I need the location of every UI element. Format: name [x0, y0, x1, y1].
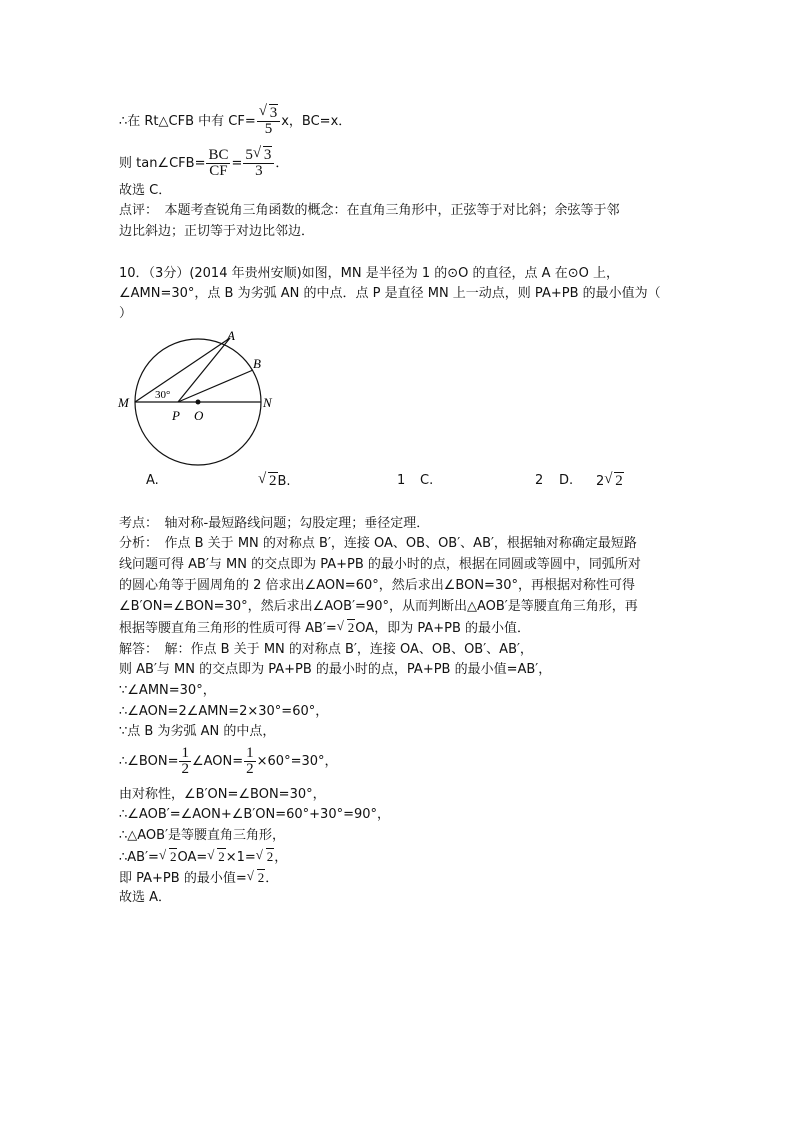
prev-cf-frac-num: 3	[269, 105, 278, 121]
option-d-rad: 2	[615, 473, 623, 489]
option-d-coef: 2	[596, 474, 605, 489]
prev-tan-end: ．	[275, 156, 289, 171]
solution-11-b: ．	[265, 871, 279, 886]
solution-10-d: ，	[274, 850, 288, 865]
prev-tan-frac2-den: 3	[255, 163, 263, 179]
option-a-value	[258, 472, 291, 491]
prev-tan-frac2-rad: 3	[263, 147, 272, 163]
solution-6-frac1	[179, 746, 191, 777]
label-p: P	[172, 408, 180, 423]
angle-label: 30°	[155, 389, 171, 401]
analysis-5	[119, 619, 530, 638]
segment-pb	[178, 370, 253, 402]
solution-10-a: ∴AB′=	[119, 850, 159, 865]
solution-2: 则 AB′与 MN 的交点即为 PA+PB 的最小时的点，PA+PB 的最小值=AB′，	[119, 662, 552, 677]
solution-6-frac1-den: 2	[181, 761, 189, 777]
solution-3: ∵∠AMN=30°，	[119, 683, 216, 698]
prev-cf-frac-den: 5	[264, 121, 273, 137]
analysis-5-b: OA，即为 PA+PB 的最小值．	[355, 621, 531, 636]
analysis-4: ∠B′ON=∠BON=30°，然后求出∠AOB′=90°，从而判断出△AOB′是等腰直角三角形，再	[119, 599, 638, 614]
solution-10-rad2: 2	[218, 849, 225, 864]
prev-tan-line	[119, 148, 288, 179]
analysis-5-a: 根据等腰直角三角形的性质可得 AB′=	[119, 621, 337, 636]
prev-cf-line	[119, 106, 351, 137]
segment-pa	[178, 338, 230, 402]
label-n: N	[263, 395, 272, 410]
prev-tan-frac1-num: BC	[208, 147, 229, 163]
q10-line-1: 10．（3分）(2014 年贵州安顺)如图，MN 是半径为 1 的⊙O 的直径，点 A 在⊙O 上，	[119, 266, 619, 281]
prev-tan-frac2-coef: 5	[245, 147, 253, 163]
solution-10-rad1: 2	[169, 849, 177, 864]
solution-5: ∵点 B 为劣弧 AN 的中点，	[119, 724, 276, 739]
option-b-value: 1	[397, 473, 406, 488]
solution-8: ∴∠AOB′=∠AON+∠B′ON=60°+30°=90°，	[119, 807, 391, 822]
solution-7: 由对称性，∠B′ON=∠BON=30°，	[119, 787, 326, 802]
solution-11-rad: 2	[257, 870, 265, 885]
prev-cf-text-a: ∴在 Rt△CFB 中有 CF=	[119, 114, 256, 129]
solution-12: 故选 A．	[119, 890, 172, 905]
segment-ma	[135, 338, 230, 402]
label-b: B	[253, 356, 261, 371]
q10-line-2: ∠AMN=30°，点 B 为劣弧 AN 的中点．点 P 是直径 MN 上一动点，则 PA+PB 的最小值为（	[119, 286, 661, 301]
prev-tan-frac1-den: CF	[209, 163, 228, 179]
option-c-value: 2	[535, 473, 544, 488]
analysis-2: 线问题可得 AB′与 MN 的交点即为 PA+PB 的最小时的点，根据在同圆或等圆中，同弧所对	[119, 557, 641, 572]
solution-6-frac2-num: 1	[246, 745, 254, 761]
analysis-1: 分析： 作点 B 关于 MN 的对称点 B′，连接 OA、OB、OB′、AB′，根据轴对称确定最短路	[119, 536, 637, 551]
solution-1: 解答： 解：作点 B 关于 MN 的对称点 B′，连接 OA、OB、OB′、AB′，	[119, 642, 533, 657]
analysis-5-rad: 2	[347, 620, 355, 635]
option-b-label: B.	[277, 474, 291, 489]
analysis-3: 的圆心角等于圆周角的 2 倍求出∠AON=60°，然后求出∠BON=30°，再根据对称性可得	[119, 578, 635, 593]
prev-answer: 故选 C．	[119, 183, 172, 198]
solution-11-a: 即 PA+PB 的最小值=	[119, 871, 247, 886]
option-d-value	[596, 472, 624, 491]
option-c-label: C.	[420, 473, 434, 488]
solution-6-frac1-num: 1	[181, 745, 189, 761]
prev-tan-text-a: 则 tan∠CFB=	[119, 156, 206, 171]
center-dot	[196, 400, 201, 405]
label-m: M	[118, 395, 129, 410]
prev-tan-fraction-2	[243, 148, 274, 179]
solution-4: ∴∠AON=2∠AMN=2×30°=60°，	[119, 704, 329, 719]
solution-6-frac2-den: 2	[246, 761, 254, 777]
kaodian: 考点： 轴对称-最短路线问题；勾股定理；垂径定理．	[119, 516, 430, 531]
solution-9: ∴△AOB′是等腰直角三角形，	[119, 828, 286, 843]
solution-6-c: ×60°=30°，	[256, 754, 338, 769]
solution-6-b: ∠AON=	[191, 754, 244, 769]
solution-10-c: ×1=	[225, 850, 256, 865]
circle-figure	[110, 328, 280, 468]
option-a-label: A.	[146, 473, 159, 488]
prev-comment-2: 边比斜边；正切等于对边比邻边．	[119, 224, 315, 239]
prev-cf-fraction	[257, 106, 281, 137]
solution-6-frac2	[244, 746, 256, 777]
option-d-label: D.	[559, 473, 574, 488]
label-o: O	[194, 408, 204, 423]
option-a-rad: 2	[269, 473, 277, 489]
solution-10-b: OA=	[177, 850, 208, 865]
prev-cf-text-b: x，BC=x．	[281, 114, 352, 129]
prev-tan-eq: =	[231, 156, 243, 171]
solution-6	[119, 746, 338, 777]
prev-comment-1: 点评： 本题考查锐角三角函数的概念：在直角三角形中，正弦等于对比斜；余弦等于邻	[119, 203, 620, 218]
q10-line-3: ）	[119, 306, 133, 321]
solution-10	[119, 848, 287, 867]
prev-tan-fraction-1	[206, 148, 230, 179]
label-a: A	[227, 328, 235, 343]
solution-11	[119, 869, 278, 888]
solution-10-rad3: 2	[266, 849, 274, 864]
solution-6-a: ∴∠BON=	[119, 754, 179, 769]
